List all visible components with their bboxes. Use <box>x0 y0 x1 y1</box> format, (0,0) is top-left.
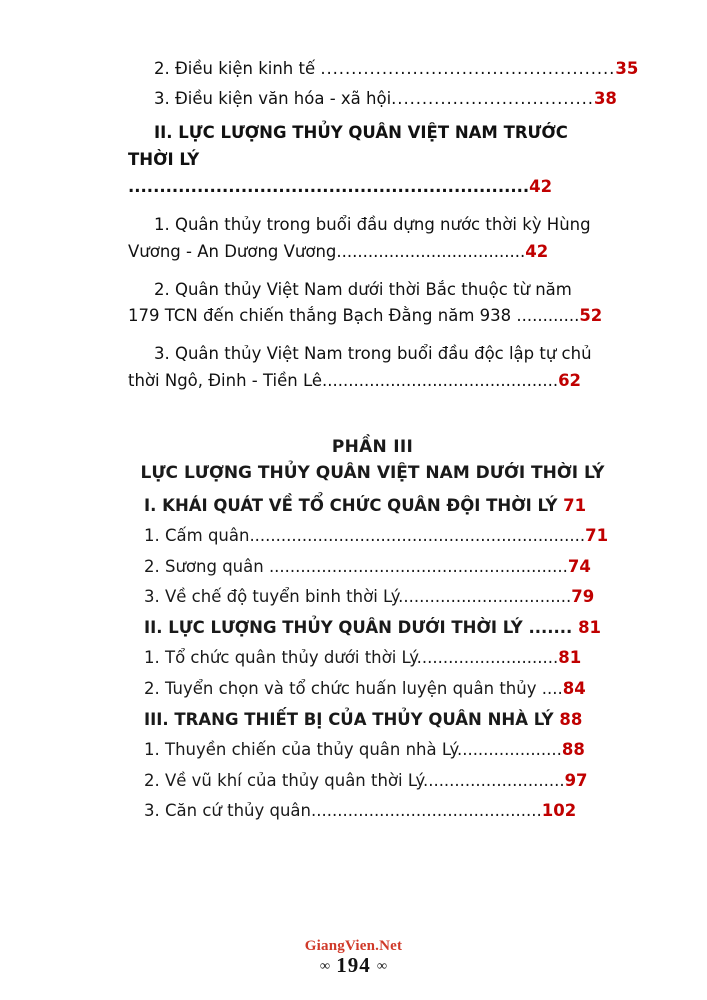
toc-entry-dots: ............ <box>516 306 580 326</box>
toc-entry-dots: ................................................ <box>320 59 616 78</box>
toc-entry <box>128 523 617 549</box>
toc-entry <box>128 554 617 580</box>
toc-entry-line2: Vương - An Dương Vương <box>128 242 337 262</box>
toc-entry-text: 1. Cấm quân <box>144 526 250 546</box>
toc-heading-page: 88 <box>559 709 583 729</box>
toc-entry-line2: 179 TCN đến chiến thắng Bạch Đằng năm 938 <box>128 306 517 326</box>
toc-heading-i-page: 71 <box>563 495 587 515</box>
toc-entry-page: 42 <box>525 242 549 262</box>
toc-entry-text: 3. Về chế độ tuyển binh thời Lý <box>144 587 399 607</box>
toc-entry-page: 79 <box>571 587 595 607</box>
toc-heading-text: II. LỰC LƯỢNG THỦY QUÂN DƯỚI THỜI LÝ <box>144 617 529 637</box>
toc-entry-text: 2. Về vũ khí của thủy quân thời Lý <box>144 770 423 790</box>
toc-heading-text: III. TRANG THIẾT BỊ CỦA THỦY QUÂN NHÀ LÝ <box>144 709 554 729</box>
toc-heading-page: 81 <box>578 617 602 637</box>
toc-entry-line1: 1. Quân thủy trong buổi đầu dựng nước thời kỳ Hùng <box>154 215 591 235</box>
page-number-value: 194 <box>336 953 371 977</box>
toc-entry <box>128 56 639 81</box>
toc-entry-page: 84 <box>562 679 586 698</box>
toc-heading-ii-part3 <box>128 615 617 641</box>
toc-entry-text: 2. Tuyển chọn và tổ chức huấn luyện quân thủy <box>144 679 542 698</box>
toc-entry-text: 2. Sương quân <box>144 556 269 576</box>
part-label: PHẦN III <box>331 436 414 457</box>
toc-entry-page: 88 <box>561 740 585 760</box>
toc-heading-ii-line2: THỜI LÝ <box>128 149 200 169</box>
toc-heading-ii-page: 42 <box>529 176 553 196</box>
toc-entry-text: 2. Điều kiện kinh tế <box>154 59 321 78</box>
toc-entry-dots: ............................................ <box>311 801 542 821</box>
toc-entry <box>128 584 617 610</box>
watermark-text: GiangVien.Net <box>304 938 403 954</box>
toc-entry-dots: ................................................................ <box>249 526 586 546</box>
toc-heading-ii-dots: ................................................................ <box>128 176 530 196</box>
toc-entry-line1: 2. Quân thủy Việt Nam dưới thời Bắc thuộc từ năm <box>154 279 572 299</box>
ornament-left-icon: ∞ <box>320 959 330 974</box>
part-title: LỰC LƯỢNG THỦY QUÂN VIỆT NAM DƯỚI THỜI LÝ <box>140 462 605 483</box>
toc-entry-dots: ........................... <box>422 770 565 790</box>
toc-entry <box>128 277 617 330</box>
section-spacer <box>128 399 617 437</box>
toc-heading-iii <box>128 707 617 733</box>
toc-entry <box>128 341 617 394</box>
toc-entry <box>128 86 617 111</box>
toc-heading-i-text: I. KHÁI QUÁT VỀ TỔ CHỨC QUÂN ĐỘI THỜI LÝ <box>144 495 558 515</box>
toc-entry-dots: .................... <box>456 740 562 760</box>
toc-entry-text: 3. Căn cứ thủy quân <box>144 801 311 821</box>
toc-entry-dots: ................................. <box>398 587 572 607</box>
toc-entry-page: 52 <box>579 306 603 326</box>
toc-heading-ii-line1: II. LỰC LƯỢNG THỦY QUÂN VIỆT NAM TRƯỚC <box>154 123 568 143</box>
toc-entry <box>128 768 617 794</box>
toc-entry-line2: thời Ngô, Đinh - Tiền Lê <box>128 370 323 390</box>
toc-entry-page: 97 <box>564 770 588 790</box>
ornament-right-icon: ∞ <box>377 959 387 974</box>
toc-entry-dots: ......................................................... <box>268 556 568 576</box>
toc-entry-page: 71 <box>585 526 609 546</box>
toc-entry-page: 35 <box>615 59 639 78</box>
toc-entry-page: 62 <box>558 370 582 390</box>
toc-entry-dots: ........................... <box>416 648 559 668</box>
toc-entry <box>128 737 617 763</box>
toc-entry-page: 102 <box>541 801 577 821</box>
page-number <box>0 953 707 978</box>
toc-entry-text: 1. Tổ chức quân thủy dưới thời Lý <box>144 648 417 668</box>
toc-entry <box>128 676 617 702</box>
toc-entry-page: 74 <box>567 556 591 576</box>
toc-heading-ii <box>128 120 617 200</box>
toc-entry-text: 1. Thuyền chiến của thủy quân nhà Lý <box>144 740 457 760</box>
toc-entry <box>128 798 617 824</box>
toc-heading-dots: ....... <box>528 617 573 637</box>
toc-entry-line1: 3. Quân thủy Việt Nam trong buổi đầu độc lập tự chủ <box>154 344 592 364</box>
toc-entry-dots: .... <box>541 679 563 698</box>
toc-entry-page: 38 <box>593 89 617 109</box>
toc-entry-dots: ............................................. <box>322 370 559 390</box>
toc-entry-page: 81 <box>558 648 582 668</box>
toc-heading-i <box>128 493 617 519</box>
toc-entry-dots: ................................. <box>391 89 594 109</box>
toc-entry-dots: .................................... <box>336 242 526 262</box>
toc-entry <box>128 645 617 671</box>
toc-entry <box>128 212 617 265</box>
page-footer <box>0 938 707 978</box>
toc-entry-text: 3. Điều kiện văn hóa - xã hội <box>154 89 392 109</box>
